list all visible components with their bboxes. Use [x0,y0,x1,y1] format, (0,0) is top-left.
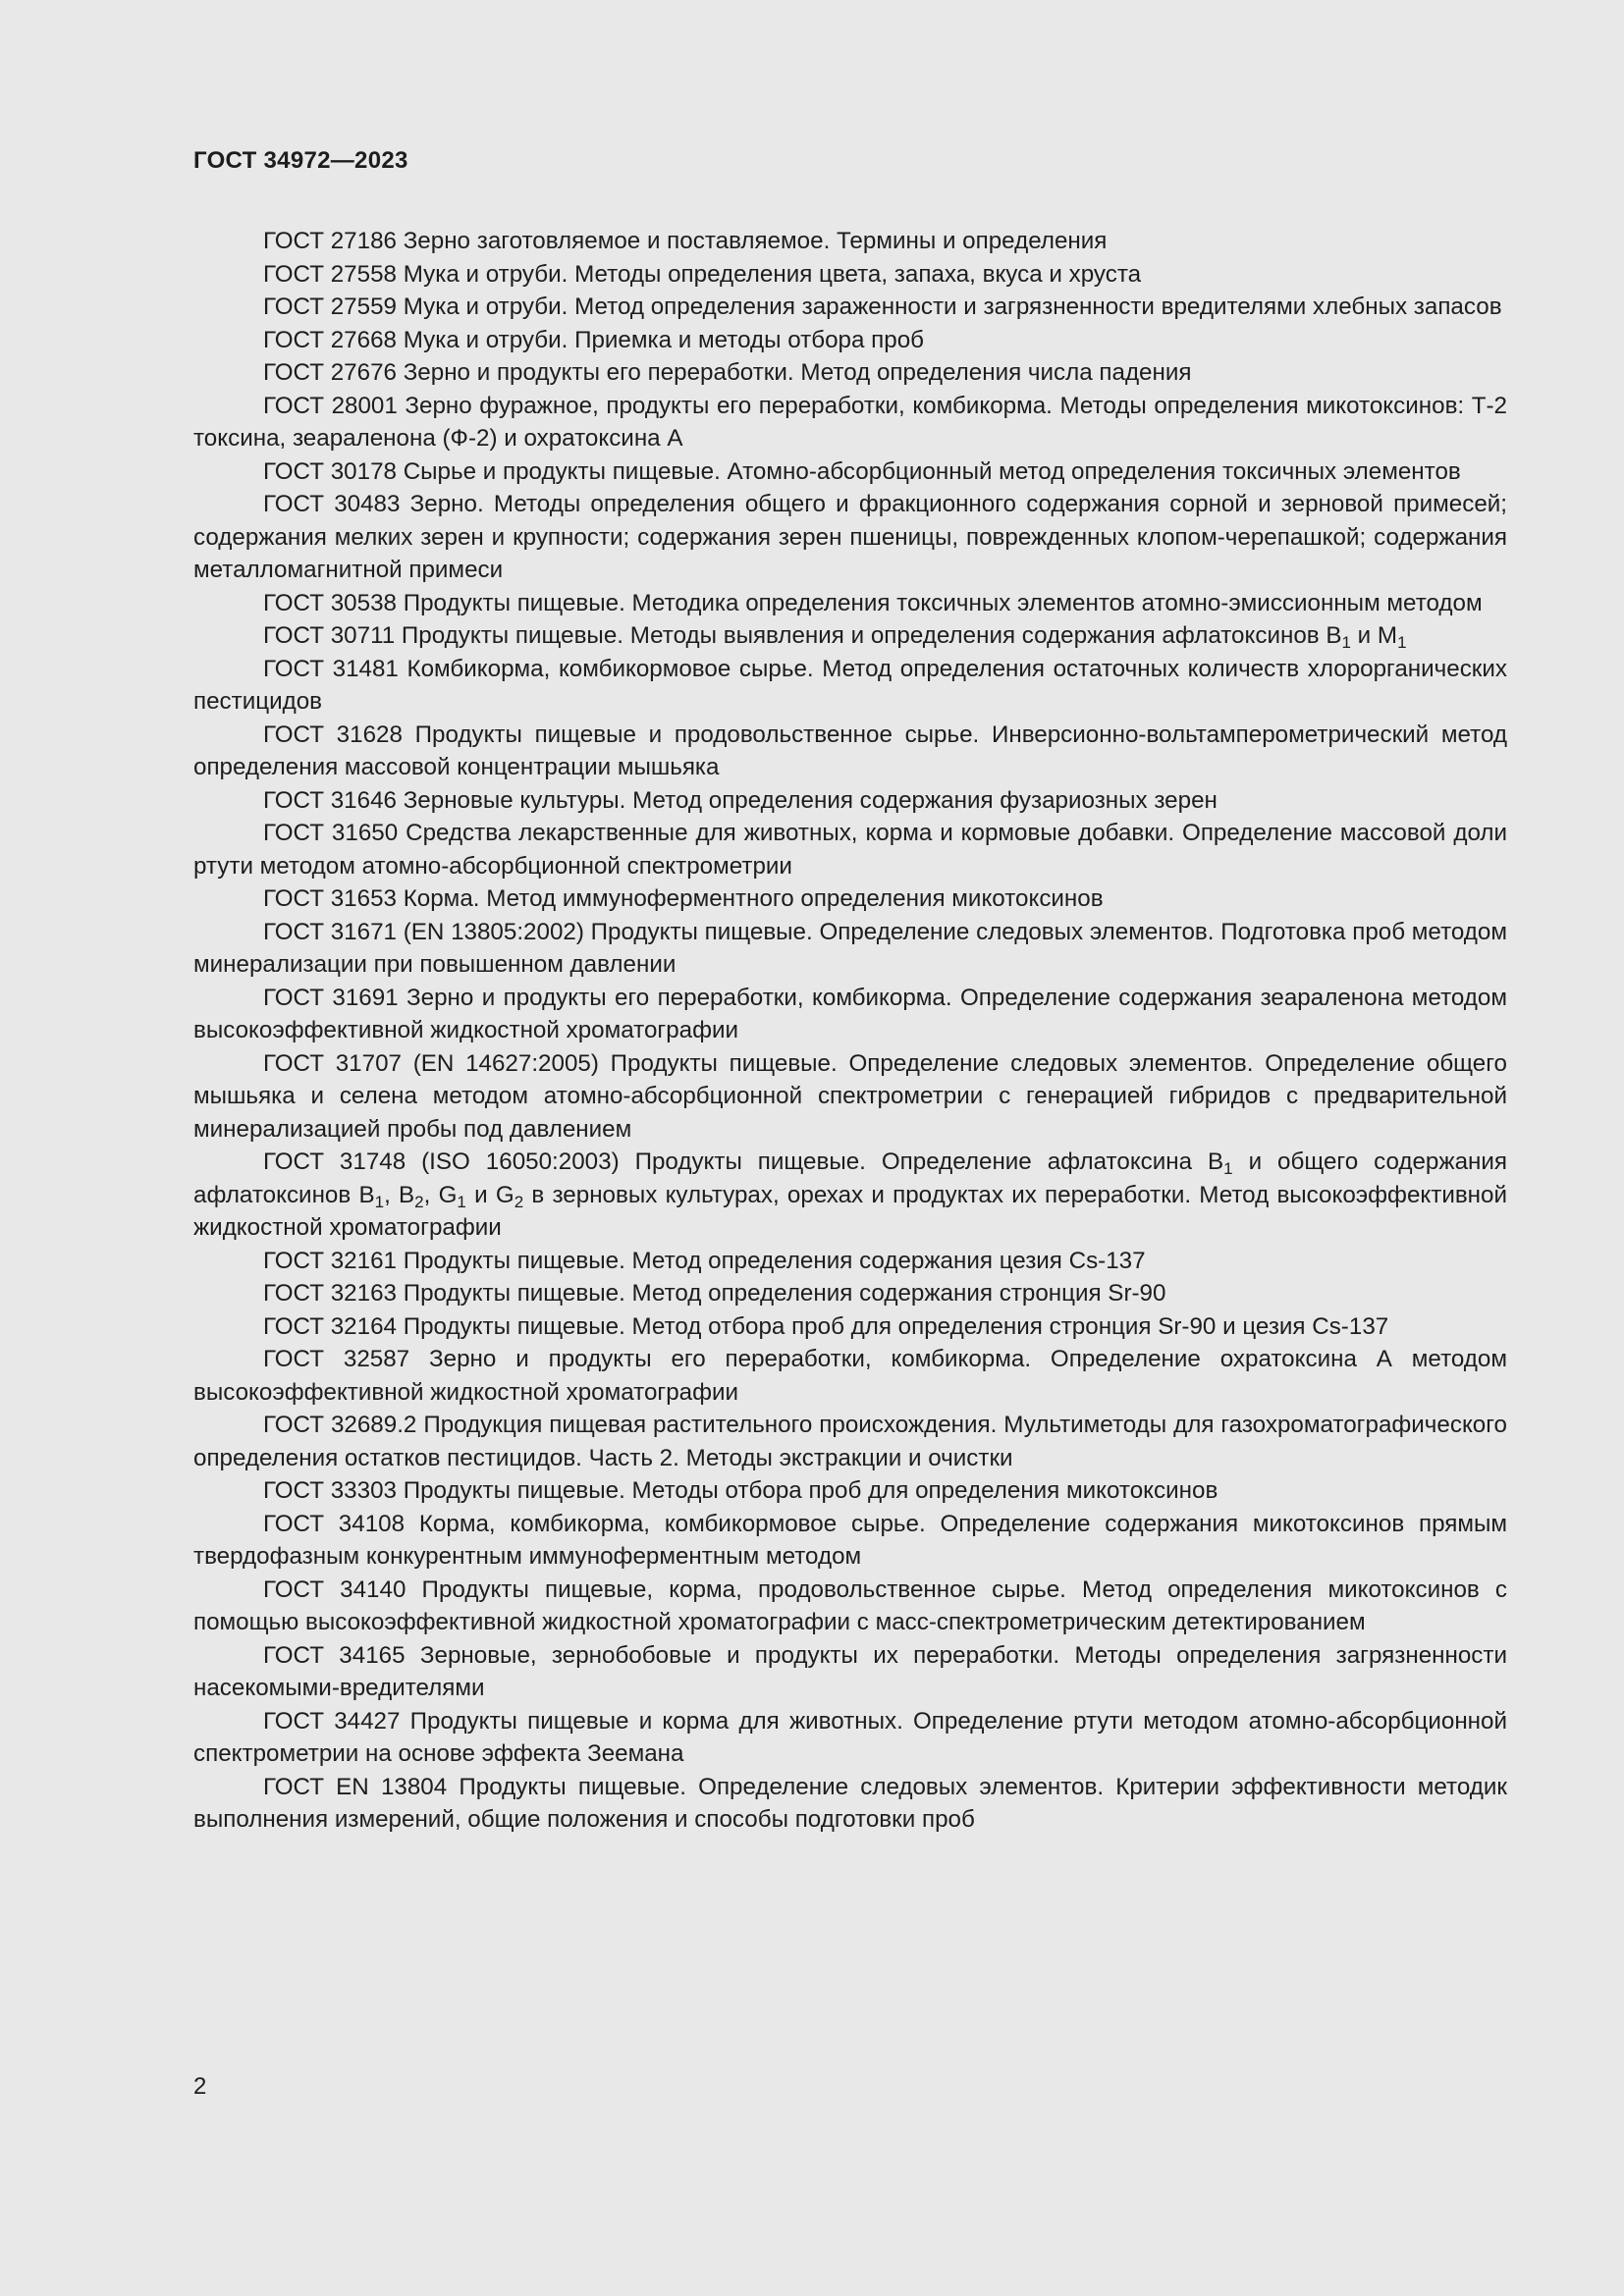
document-code-header: ГОСТ 34972—2023 [193,147,408,174]
subscript: 1 [1341,633,1351,652]
reference-text: ГОСТ 31671 (EN 13805:2002) Продукты пищевые. Определение следовых элементов. Подготовка проб методом минерализации при повышенном давлении [193,918,1507,978]
reference-text: ГОСТ 32163 Продукты пищевые. Метод определения содержания стронция Sr-90 [263,1280,1166,1307]
page-number: 2 [193,2073,207,2100]
reference-text: ГОСТ 31646 Зерновые культуры. Метод определения содержания фузариозных зерен [263,786,1218,814]
reference-item [193,587,1507,620]
reference-item [193,653,1507,719]
reference-text: ГОСТ 34140 Продукты пищевые, корма, продовольственное сырье. Метод определения микотоксинов с помощью высокоэффективной жидкостной хроматографии с масс-спектрометрическим детектированием [193,1575,1507,1635]
reference-text: ГОСТ 30483 Зерно. Методы определения общего и фракционного содержания сорной и зерновой примесей; содержания мелких зерен и крупности; содержания зерен пшеницы, поврежденных клопом-черепашкой; содержания металломагнитной примеси [193,491,1507,583]
reference-text: ГОСТ 32587 Зерно и продукты его переработки, комбикорма. Определение охратоксина А методом высокоэффективной жидкостной хроматографии [193,1346,1507,1406]
reference-text: ГОСТ 32689.2 Продукция пищевая растительного происхождения. Мультиметоды для газохроматографического определения остатков пестицидов. Часть 2. Методы экстракции и очистки [193,1412,1507,1471]
reference-text: в зерновых культурах, орехах и продуктах их переработки. Метод высокоэффективной жидкостной хроматографии [193,1181,1508,1241]
subscript: 1 [1397,633,1407,652]
reference-item [193,1574,1507,1639]
reference-text: ГОСТ 34108 Корма, комбикорма, комбикормовое сырье. Определение содержания микотоксинов прямым твердофазным конкурентным иммуноферментным методом [193,1510,1507,1570]
reference-item [193,324,1507,357]
reference-text: ГОСТ EN 13804 Продукты пищевые. Определение следовых элементов. Критерии эффективности методик выполнения измерений, общие положения и способы подготовки проб [193,1773,1507,1833]
reference-item [193,1047,1507,1147]
reference-text: ГОСТ 30178 Сырье и продукты пищевые. Атомно-абсорбционный метод определения токсичных элементов [263,457,1461,485]
reference-text: ГОСТ 31691 Зерно и продукты его переработки, комбикорма. Определение содержания зеараленона методом высокоэффективной жидкостной хроматографии [193,984,1507,1043]
reference-item [193,1277,1507,1310]
reference-text: ГОСТ 27559 Мука и отруби. Метод определения зараженности и загрязненности вредителями хлебных запасов [263,294,1502,320]
reference-text: ГОСТ 32161 Продукты пищевые. Метод определения содержания цезия Cs-137 [263,1247,1146,1274]
reference-item [193,916,1507,982]
reference-item [193,719,1507,784]
reference-item [193,1508,1507,1574]
reference-text: ГОСТ 28001 Зерно фуражное, продукты его переработки, комбикорма. Методы определения микотоксинов: Т-2 токсина, зеараленона (Ф-2) и охратоксина А [193,392,1507,452]
reference-text: ГОСТ 27668 Мука и отруби. Приемка и методы отбора проб [263,326,925,353]
subscript: 1 [374,1192,385,1211]
reference-item [193,1705,1507,1771]
reference-item [193,882,1507,916]
reference-item [193,817,1507,882]
reference-item [193,1343,1507,1409]
reference-text: ГОСТ 30711 Продукты пищевые. Методы выявления и определения содержания афлатоксинов B [263,622,1342,649]
reference-item [193,784,1507,818]
reference-text: ГОСТ 31628 Продукты пищевые и продовольственное сырье. Инверсионно-вольтамперометрический метод определения массовой концентрации мышьяка [193,721,1507,780]
reference-text: ГОСТ 31650 Средства лекарственные для животных, корма и кормовые добавки. Определение массовой доли ртути методом атомно-абсорбционной спектрометрии [193,820,1507,880]
reference-text: ГОСТ 27676 Зерно и продукты его переработки. Метод определения числа падения [263,359,1192,386]
reference-text: ГОСТ 31653 Корма. Метод иммуноферментного определения микотоксинов [263,885,1104,912]
reference-text: ГОСТ 30538 Продукты пищевые. Методика определения токсичных элементов атомно-эмиссионным методом [263,589,1483,616]
subscript: 2 [514,1192,524,1211]
reference-text: ГОСТ 34427 Продукты пищевые и корма для животных. Определение ртути методом атомно-абсорбционной спектрометрии на основе эффекта Зеемана [193,1707,1507,1767]
reference-text: ГОСТ 31481 Комбикорма, комбикормовое сырье. Метод определения остаточных количеств хлорорганических пестицидов [193,655,1507,715]
reference-item [193,1146,1507,1245]
reference-text: ГОСТ 33303 Продукты пищевые. Методы отбора проб для определения микотоксинов [263,1477,1218,1504]
reference-item [193,225,1507,258]
reference-item [193,455,1507,489]
reference-text: и общего содержания афлатоксинов B [193,1148,1507,1208]
reference-text: ГОСТ 27186 Зерно заготовляемое и поставляемое. Термины и определения [263,228,1108,254]
reference-item [193,488,1507,587]
reference-text: ГОСТ 32164 Продукты пищевые. Метод отбора проб для определения стронция Sr-90 и цезия Cs-137 [263,1312,1389,1340]
reference-item [193,1639,1507,1705]
reference-text: и G [465,1181,514,1208]
reference-item [193,390,1507,455]
reference-item [193,291,1507,324]
subscript: 2 [414,1192,424,1211]
reference-item [193,1245,1507,1278]
reference-item [193,619,1507,653]
reference-item [193,1310,1507,1344]
reference-text: , B [384,1181,415,1208]
subscript: 1 [457,1192,466,1211]
subscript: 1 [1223,1159,1233,1178]
reference-item [193,1474,1507,1508]
reference-text: ГОСТ 27558 Мука и отруби. Методы определения цвета, запаха, вкуса и хруста [263,260,1142,288]
reference-text: ГОСТ 31707 (EN 14627:2005) Продукты пищевые. Определение следовых элементов. Определение общего мышьяка и селена методом атомно-абсорбционной спектрометрии с генерацией гибридов с предварительной минерализацией пробы под давлением [193,1049,1507,1143]
reference-item [193,1409,1507,1474]
normative-references-list [193,225,1507,1837]
reference-item [193,982,1507,1047]
reference-text: ГОСТ 34165 Зерновые, зернобобовые и продукты их переработки. Методы определения загрязненности насекомыми-вредителями [193,1641,1507,1701]
reference-text: и M [1350,622,1398,649]
reference-text: ГОСТ 31748 (ISO 16050:2003) Продукты пищевые. Определение афлатоксина B [263,1148,1224,1175]
reference-item [193,356,1507,390]
reference-text: , G [423,1181,458,1208]
reference-item [193,1771,1507,1837]
reference-item [193,258,1507,292]
